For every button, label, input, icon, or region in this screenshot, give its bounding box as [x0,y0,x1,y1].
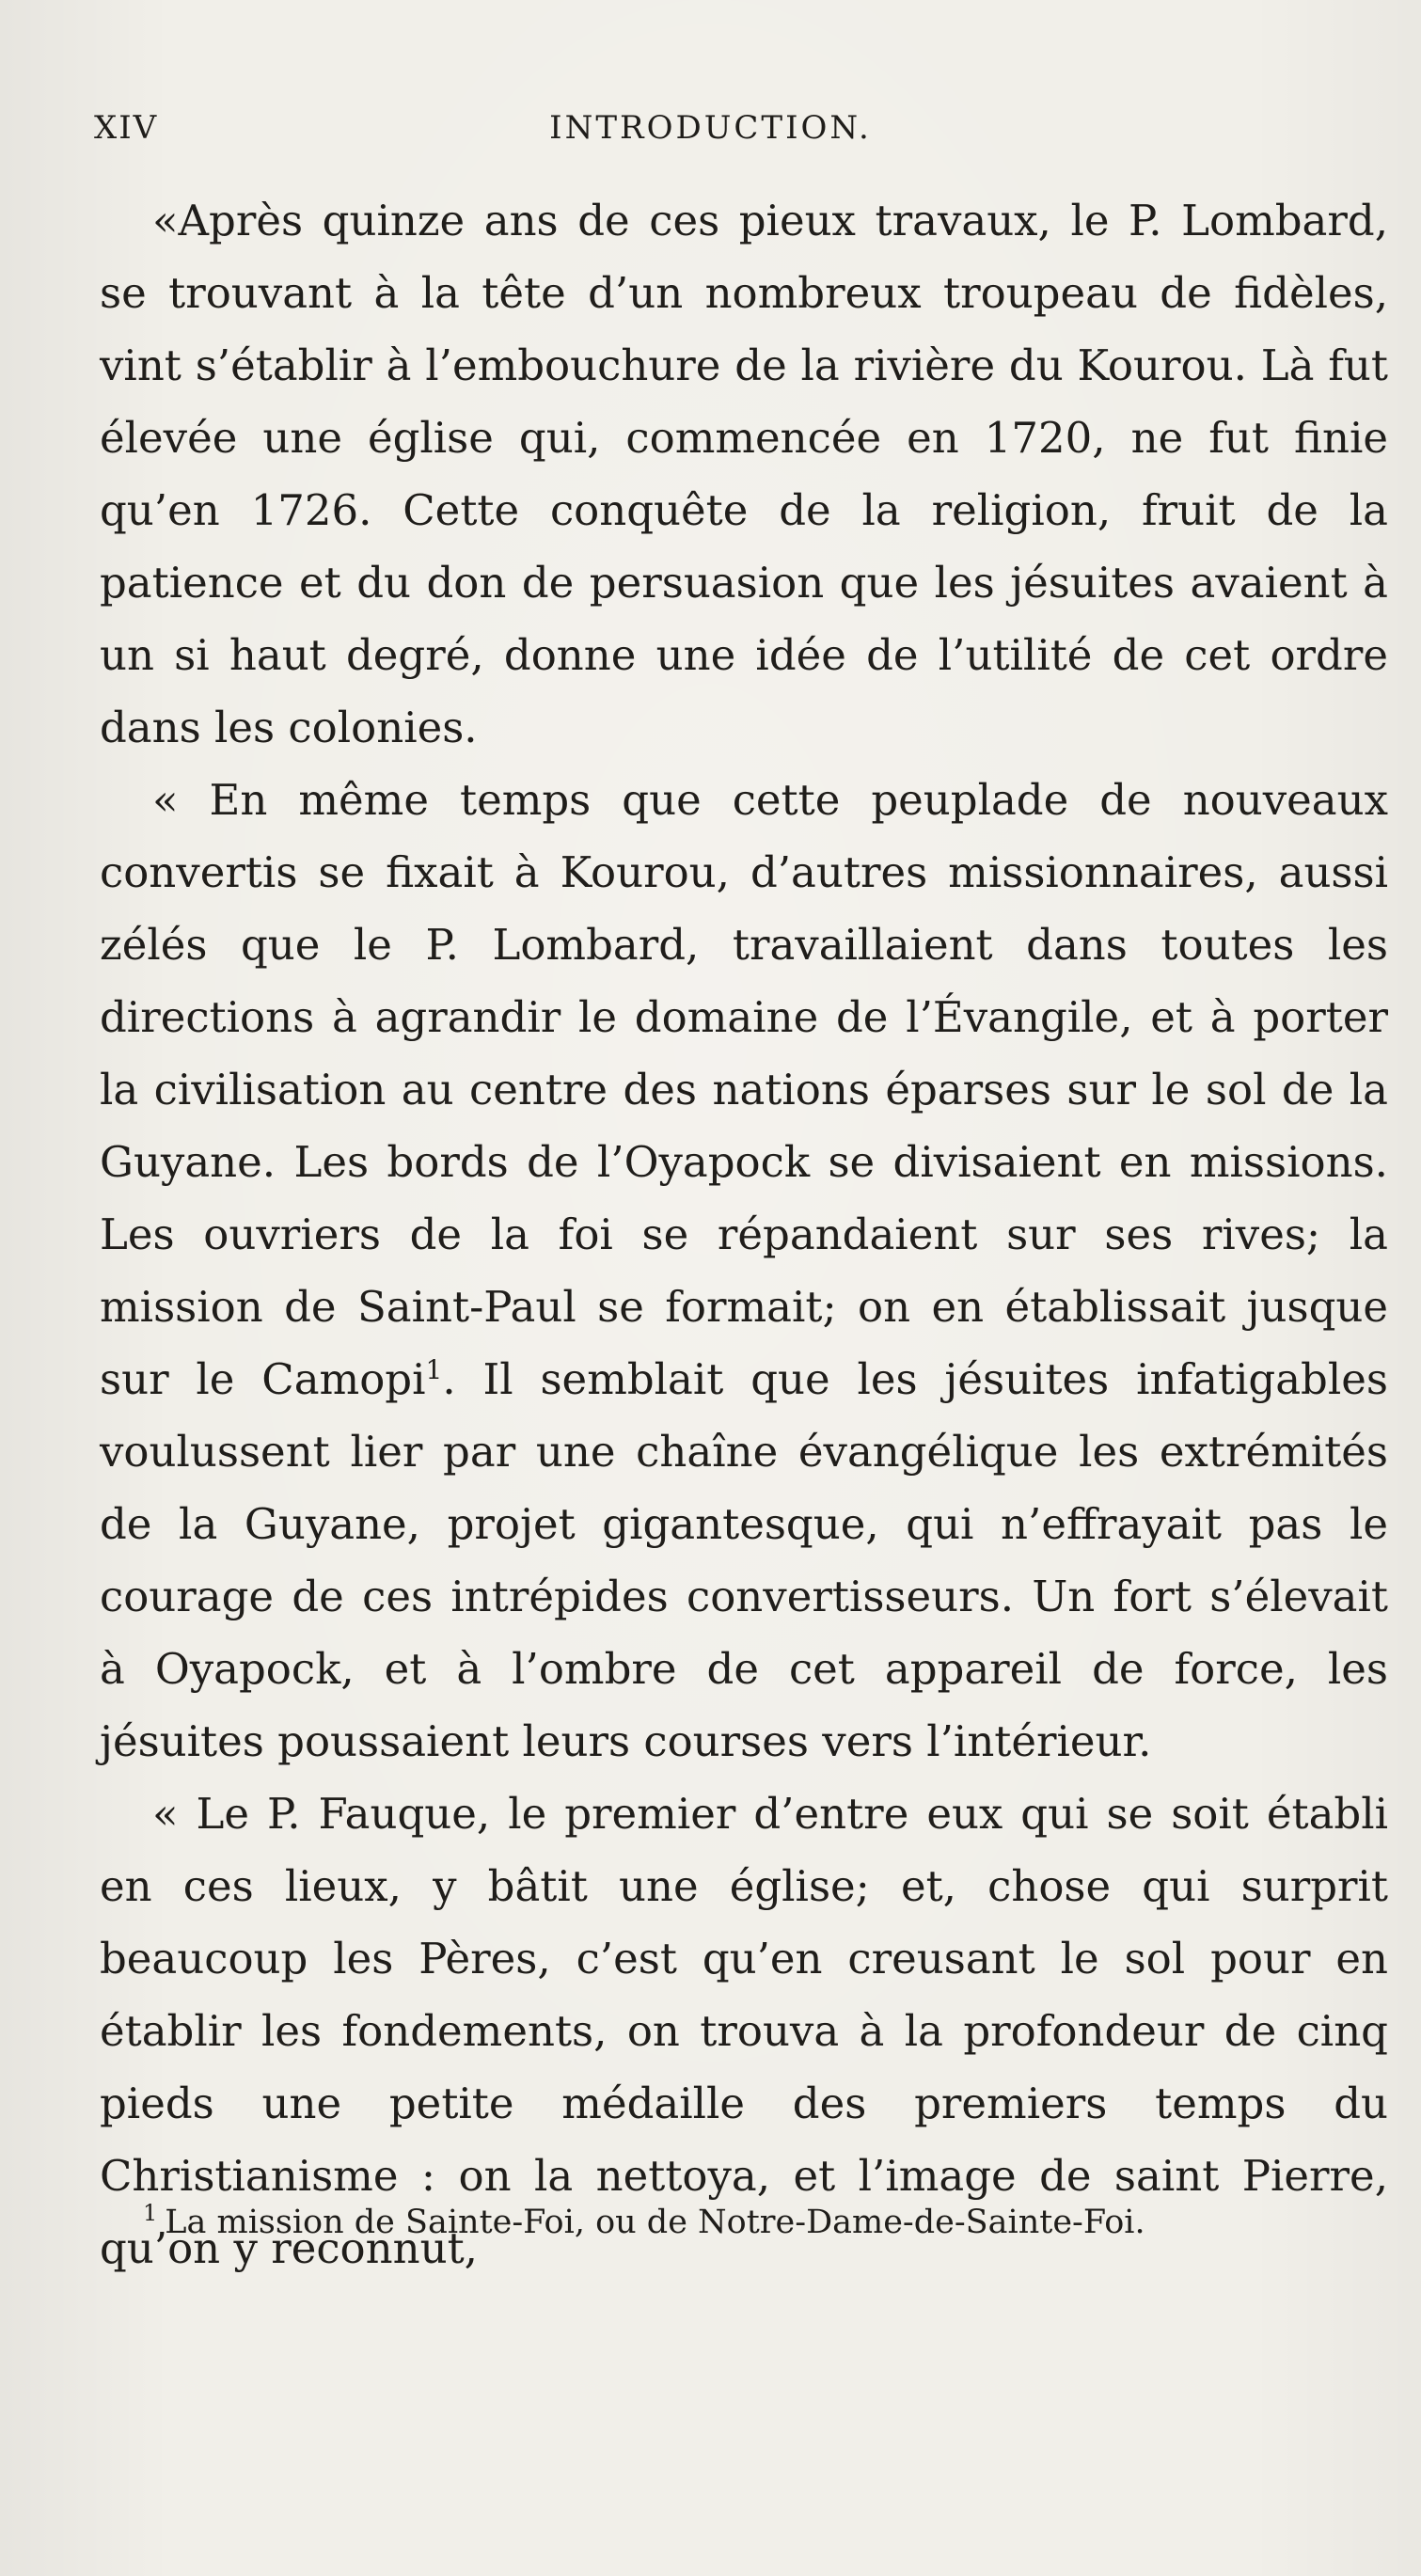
footnote-reference: 1 [425,1354,443,1385]
paragraph-3: « Le P. Fauque, le premier d’entre eux qui se soit établi en ces lieux, y bâtit une église; et, chose qui surprit beaucoup les Pères, c’est qu’en creusant le sol pour en établir les fondements, on trouva à la profondeur de cinq pieds une petite médaille des premiers temps du Christianisme : on la nettoya, et l’image de saint Pierre, qu’on y reconnut, [100,1789,1388,2273]
running-head: INTRODUCTION. [549,109,872,147]
footnote-text: La mission de Sainte-Foi, ou de Notre-Dame-de-Sainte-Foi. [165,2204,1145,2241]
footnote [100,2196,1388,2249]
paragraph-2 [100,764,1388,1778]
page-header [94,102,1327,154]
main-text [100,184,1388,2284]
page-number: XIV [94,109,159,147]
paragraph-2-text-before-ref: « En même temps que cette peuplade de nouveaux convertis se fixait à Kourou, d’autres missionnaires, aussi zélés que le P. Lombard, travaillaient dans toutes les directions à agrandir le domaine de l’Évangile, et à porter la civilisation au centre des nations éparses sur le sol de la Guyane. Les bords de l’Oyapock se divisaient en missions. Les ouvriers de la foi se répandaient sur ses rives; la mission de Saint-Paul se formait; on en établissait jusque sur le Camopi [100,775,1388,1404]
paragraph-1: «Après quinze ans de ces pieux travaux, le P. Lombard, se trouvant à la tête d’un nombreux troupeau de fidèles, vint s’établir à l’embouchure de la rivière du Kourou. Là fut élevée une église qui, commencée en 1720, ne fut finie qu’en 1726. Cette conquête de la religion, fruit de la patience et du don de persuasion que les jésuites avaient à un si haut degré, donne une idée de l’utilité de cet ordre dans les colonies. [100,196,1388,752]
footnote-marker: 1 [143,2200,158,2227]
paragraph-2-text-after-ref: . Il semblait que les jésuites infatigables voulussent lier par une chaîne évangélique les extrémités de la Guyane, projet gigantesque, qui n’effrayait pas le courage de ces intrépides convertisseurs. Un fort s’élevait à Oyapock, et à l’ombre de cet appareil de force, les jésuites poussaient leurs courses vers l’intérieur. [100,1354,1388,1766]
